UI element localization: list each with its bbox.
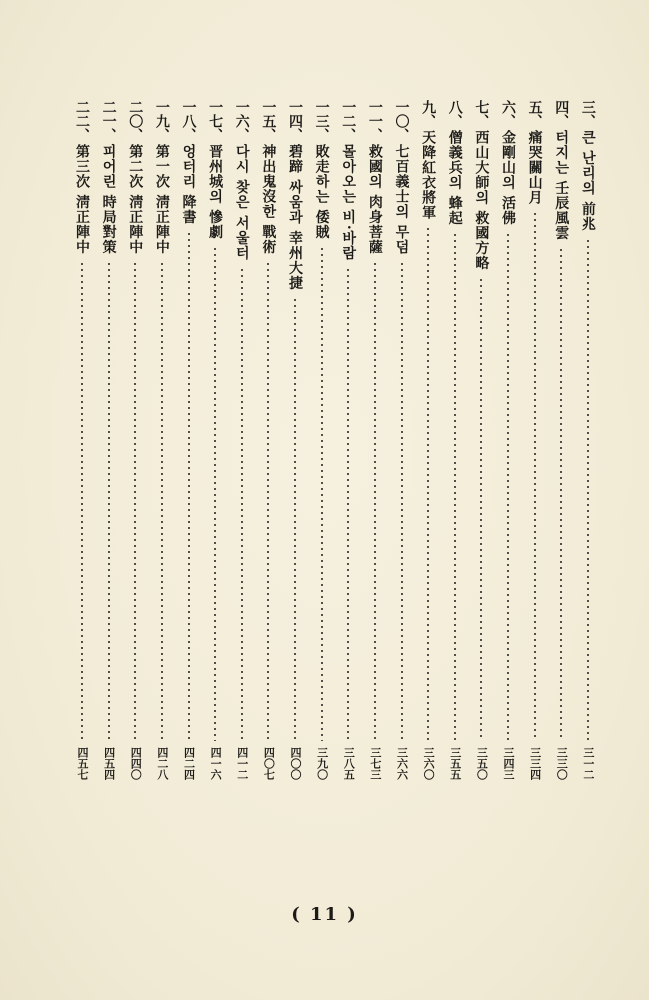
toc-entry-title: 第一次 淸正陣中: [153, 144, 170, 255]
toc-entry: [230, 100, 254, 780]
toc-entry-number: 一七、: [207, 100, 224, 142]
toc-entry-number: 一六、: [233, 100, 250, 142]
toc-entry-page: 三一二: [581, 747, 595, 780]
toc-entry: [203, 100, 227, 780]
toc-entry-title: 터지는 壬辰風雲: [553, 130, 570, 241]
toc-entry-number: 四、: [553, 100, 570, 128]
toc-entry: [469, 100, 493, 780]
toc-entry: [123, 100, 147, 780]
toc-entry: [256, 100, 280, 780]
toc-entry-title: 몰아오는 비·바람: [340, 144, 357, 261]
toc-entry: [336, 100, 360, 780]
toc-entry-number: 一二、: [340, 100, 357, 142]
toc-entry: [283, 100, 307, 780]
toc-entry-title: 西山大師의 救國方略: [473, 130, 490, 271]
dot-leader: [427, 226, 429, 741]
toc-entry-title: 敗走하는 倭賊: [313, 144, 330, 240]
toc-entry-number: 九、: [420, 100, 437, 128]
table-of-contents: [70, 100, 600, 780]
toc-entry: [310, 100, 334, 780]
toc-entry-title: 七百義士의 무덤: [393, 144, 410, 255]
toc-entry-title: 痛哭關山月: [526, 130, 543, 205]
toc-entry-title: 金剛山의 活佛: [500, 130, 516, 226]
toc-entry-page: 三五五: [448, 747, 462, 780]
toc-entry-page: 四一二: [235, 747, 249, 780]
toc-entry: [150, 100, 174, 780]
toc-entry-page: 四四〇: [129, 747, 143, 780]
dot-leader: [507, 232, 509, 741]
toc-entry-title: 碧蹄 싸움과 幸州大捷: [287, 144, 303, 291]
toc-entry-number: 五、: [526, 100, 543, 128]
dot-leader: [321, 246, 323, 741]
toc-entry: [549, 100, 573, 780]
dot-leader: [587, 238, 589, 741]
toc-entry-title: 큰 난리의 前兆: [579, 130, 596, 232]
toc-entry-number: 一四、: [287, 100, 303, 142]
dot-leader: [81, 261, 83, 741]
toc-entry-number: 八、: [446, 100, 463, 128]
dot-leader: [134, 261, 136, 741]
dot-leader: [454, 232, 456, 741]
toc-entry-page: 四〇七: [262, 747, 276, 780]
toc-entry-page: 三八五: [342, 747, 356, 780]
dot-leader: [214, 246, 216, 741]
dot-leader: [347, 267, 349, 741]
toc-entry-page: 三七三: [368, 747, 382, 780]
toc-entry-number: 六、: [500, 100, 516, 128]
dot-leader: [480, 277, 482, 741]
dot-leader: [534, 211, 536, 741]
toc-entry-title: 엉터리 降書: [180, 144, 197, 225]
toc-entry-title: 神出鬼沒한 戰術: [260, 144, 277, 255]
toc-entry-title: 第二次 淸正陣中: [127, 144, 144, 255]
toc-entry: [416, 100, 440, 780]
toc-entry-number: 三、: [579, 100, 596, 128]
toc-entry: [496, 100, 520, 780]
toc-entry-number: 一〇、: [393, 100, 410, 142]
toc-entry-number: 二〇、: [127, 100, 144, 142]
toc-entry-page: 四五七: [76, 747, 89, 780]
toc-entry-number: 一五、: [260, 100, 277, 142]
toc-entry-page: 三五〇: [475, 747, 489, 780]
toc-entry-page: 三六〇: [422, 747, 436, 780]
toc-entry-title: 僧義兵의 蜂起: [446, 130, 463, 226]
toc-entry-page: 三六六: [395, 747, 409, 780]
toc-entry-number: 二二、: [74, 100, 90, 142]
toc-entry: [97, 100, 121, 780]
toc-entry: [390, 100, 414, 780]
toc-entry: [70, 100, 94, 780]
toc-entry-number: 一八、: [180, 100, 197, 142]
toc-entry: [177, 100, 201, 780]
toc-entry-page: 三三四: [528, 747, 542, 780]
toc-entry: [363, 100, 387, 780]
dot-leader: [401, 261, 403, 741]
toc-entry-page: 四五四: [102, 747, 116, 780]
toc-entry-title: 다시 찾은 서울터: [233, 144, 250, 261]
toc-entry-number: 一九、: [153, 100, 170, 142]
toc-entry-title: 天降紅衣將軍: [420, 130, 437, 220]
toc-entry-page: 四〇〇: [289, 747, 302, 780]
toc-entry: [576, 100, 600, 780]
toc-entry-number: 一三、: [313, 100, 330, 142]
toc-entry-title: 晋州城의 慘劇: [207, 144, 224, 240]
toc-entry-page: 四二四: [182, 747, 196, 780]
toc-entry: [443, 100, 467, 780]
toc-entry: [523, 100, 547, 780]
dot-leader: [241, 267, 243, 741]
page-number: ( 11 ): [291, 904, 358, 925]
toc-entry-title: 救國의 肉身菩薩: [366, 144, 383, 255]
dot-leader: [188, 231, 190, 741]
toc-entry-page: 四二八: [155, 747, 169, 780]
toc-entry-number: 一一、: [366, 100, 383, 142]
toc-entry-title: 第三次 淸正陣中: [74, 144, 90, 255]
dot-leader: [267, 261, 269, 741]
toc-entry-page: 三四三: [502, 747, 515, 780]
toc-entry-title: 피어린 時局對策: [100, 144, 117, 255]
dot-leader: [374, 261, 376, 741]
toc-entry-page: 四一六: [209, 747, 223, 780]
toc-entry-number: 七、: [473, 100, 490, 128]
toc-entry-page: 三三〇: [555, 747, 569, 780]
toc-entry-page: 三九〇: [315, 747, 329, 780]
toc-entry-number: 二一、: [100, 100, 117, 142]
dot-leader: [294, 297, 296, 741]
dot-leader: [560, 247, 562, 741]
dot-leader: [108, 261, 110, 741]
dot-leader: [161, 261, 163, 741]
